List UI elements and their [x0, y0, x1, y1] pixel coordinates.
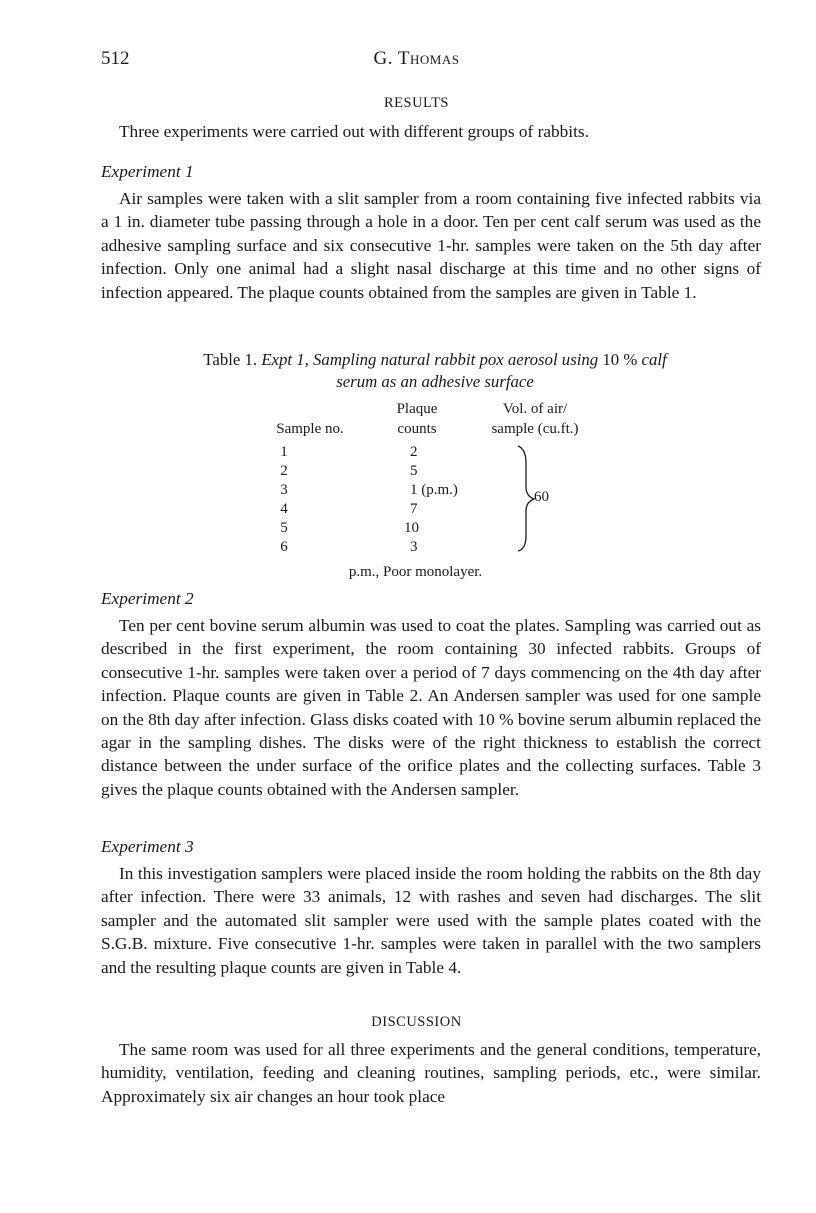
running-head: [101, 48, 732, 70]
table-1-caption-pct: 10 %: [602, 350, 638, 369]
table-1-caption-italic-1: Expt 1, Sampling natural rabbit pox aerosol using: [261, 350, 603, 369]
col-header-plaque-line2: counts: [397, 421, 437, 437]
table-cell-counts: 7: [410, 501, 418, 517]
col-header-plaque-line1: Plaque: [396, 401, 438, 417]
discussion-paragraph: The same room was used for all three experiments and the general conditions, temperature, humidity, ventilation, feeding and cleaning routines, sampling periods, etc., were similar. Approximately six air changes an hour took place: [101, 1040, 761, 1106]
table-1-caption-italic-2: calf: [637, 350, 667, 369]
results-heading: RESULTS: [383, 95, 449, 111]
table-cell-sample: 5: [280, 520, 288, 536]
table-cell-counts: 1 (p.m.): [410, 482, 458, 498]
experiment-1-heading: Experiment 1: [101, 162, 194, 181]
volume-value: 60: [534, 489, 549, 505]
table-1-footnote: p.m., Poor monolayer.: [348, 564, 483, 580]
experiment-3-heading: Experiment 3: [101, 837, 194, 856]
table-cell-counts: 3: [410, 539, 418, 555]
experiment-1-paragraph: Air samples were taken with a slit sampler from a room containing five infected rabbits via a 1 in. diameter tube passing through a hole in a door. Ten per cent calf serum was used as the adhesive sampling surface and six consecutive 1-hr. samples were taken on the 5th day after infection. Only one animal had a slight nasal discharge at this time and no other signs of infection appeared. The plaque counts obtained from the samples are given in Table 1.: [101, 189, 761, 302]
col-header-plaque: [383, 399, 451, 439]
table-1-caption-line-2: serum as an adhesive surface: [336, 372, 534, 391]
col-header-sample: Sample no.: [276, 421, 344, 437]
table-cell-counts: 2: [410, 444, 418, 460]
author-rest: homas: [410, 48, 460, 69]
col-header-volume: [476, 399, 594, 439]
table-cell-sample: 4: [280, 501, 288, 517]
discussion-heading: DISCUSSION: [371, 1014, 462, 1030]
table-1-caption: [120, 349, 750, 393]
table-cell-counts: 10: [404, 520, 419, 536]
experiment-2-paragraph: Ten per cent bovine serum albumin was used to coat the plates. Sampling was carried out as described in the first experiment, the room containing 30 infected rabbits. Groups of consecutive 1-hr. samples were taken over a period of 7 days commencing on the 4th day after infection. Plaque counts are given in Table 2. An Andersen sampler was used for one sample on the 8th day after infection. Glass disks coated with 10 % bovine serum albumin replaced the agar in the sampling dishes. The disks were of the right thickness to establish the correct distance between the under surface of the orifice plates and the collecting surfaces. Table 3 gives the plaque counts obtained with the Andersen sampler.: [101, 616, 761, 799]
table-cell-sample: 6: [280, 539, 288, 555]
table-cell-sample: 3: [280, 482, 288, 498]
col-header-volume-line2: sample (cu.ft.): [491, 421, 579, 437]
results-intro: Three experiments were carried out with different groups of rabbits.: [119, 122, 589, 141]
table-cell-sample: 2: [280, 463, 288, 479]
experiment-3-paragraph: In this investigation samplers were placed inside the room holding the rabbits on the 8th day after infection. There were 33 animals, 12 with rashes and seven had discharges. The slit sampler and the automated slit sampler were used with the sample plates coated with the S.G.B. mixture. Five consecutive 1-hr. samples were taken in parallel with the two samplers and the resulting plaque counts are given in Table 4.: [101, 864, 761, 977]
page-number: 512: [101, 48, 130, 69]
author-initial: G. T: [373, 48, 410, 69]
experiment-2-heading: Experiment 2: [101, 589, 194, 608]
page-header: [101, 48, 732, 72]
table-cell-counts: 5: [410, 463, 418, 479]
table-cell-sample: 1: [280, 444, 288, 460]
col-header-volume-line1: Vol. of air/: [502, 401, 568, 417]
table-1-caption-prefix: Table 1.: [203, 350, 262, 369]
